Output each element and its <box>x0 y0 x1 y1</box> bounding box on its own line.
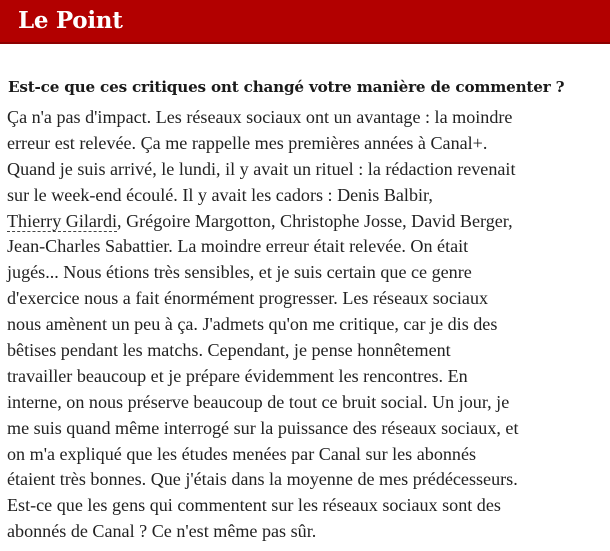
brand-logo[interactable]: Le Point <box>18 7 123 34</box>
answer-line: Ça n'a pas d'impact. Les réseaux sociaux ont un avantage : la moindre <box>7 107 513 127</box>
answer-line-text: , Grégoire Margotton, Christophe Josse, David Berger, <box>117 210 513 231</box>
thierry-gilardi-link[interactable]: Thierry Gilardi <box>7 210 118 231</box>
answer-line: bêtises pendant les matchs. Cependant, je pense honnêtement <box>7 340 451 361</box>
interview-answer <box>7 105 607 545</box>
answer-line: erreur est relevée. Ça me rappelle mes premières années à Canal+. <box>7 132 488 153</box>
answer-line: jugés... Nous étions très sensibles, et je suis certain que ce genre <box>7 262 472 283</box>
interview-question: Est-ce que ces critiques ont changé votre manière de commenter ? <box>8 77 565 96</box>
answer-line: me suis quand même interrogé sur la puissance des réseaux sociaux, et <box>7 417 519 438</box>
answer-line: nous amènent un peu à ça. J'admets qu'on me critique, car je dis des <box>7 314 498 335</box>
answer-line: travailler beaucoup et je prépare évidemment les rencontres. En <box>7 365 468 386</box>
site-header <box>0 0 610 44</box>
answer-line: on m'a expliqué que les études menées par Canal sur les abonnés <box>7 443 477 464</box>
answer-line: abonnés de Canal ? Ce n'est même pas sûr. <box>7 521 317 542</box>
answer-line <box>7 209 607 235</box>
answer-line: interne, on nous préserve beaucoup de tout ce bruit social. Un jour, je <box>7 391 510 412</box>
answer-line: d'exercice nous a fait énormément progresser. Les réseaux sociaux <box>7 288 489 309</box>
answer-line: Quand je suis arrivé, le lundi, il y avait un rituel : la rédaction revenait <box>7 158 516 179</box>
answer-line: sur le week-end écoulé. Il y avait les cadors : Denis Balbir, <box>7 184 433 205</box>
answer-line: Jean-Charles Sabattier. La moindre erreur était relevée. On était <box>7 236 469 257</box>
answer-line: étaient très bonnes. Que j'étais dans la moyenne de mes prédécesseurs. <box>7 469 518 490</box>
answer-line: Est-ce que les gens qui commentent sur les réseaux sociaux sont des <box>7 495 501 516</box>
